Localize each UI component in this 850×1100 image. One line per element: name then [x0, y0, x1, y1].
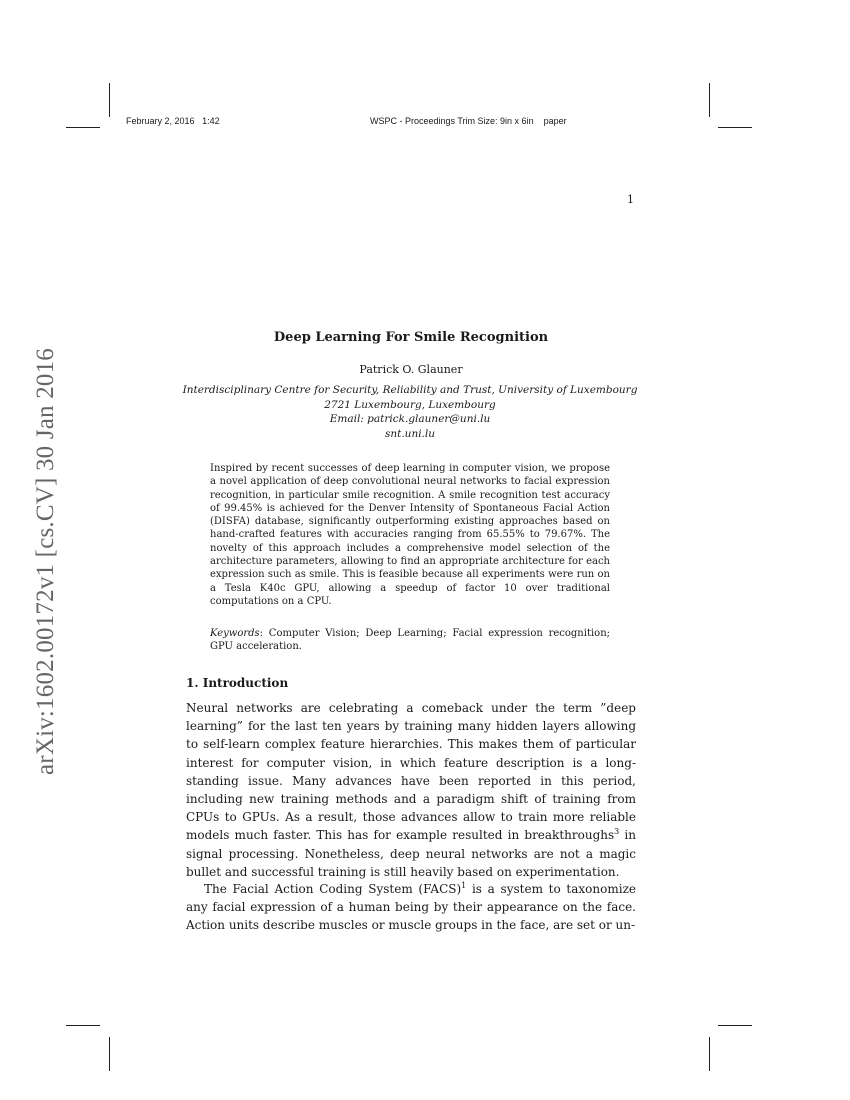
header-doc-type: paper: [543, 116, 567, 126]
affiliation-block: [150, 383, 670, 441]
paper-author: Patrick O. Glauner: [359, 363, 463, 376]
citation-ref: 1: [461, 881, 467, 890]
running-header-date: [121, 106, 220, 126]
crop-mark-bottom-right-h: [718, 1025, 752, 1026]
crop-mark-bottom-left-h: [66, 1025, 100, 1026]
crop-mark-bottom-right-v: [709, 1037, 710, 1071]
crop-mark-bottom-left-v: [109, 1037, 110, 1071]
paragraph-text: Neural networks are celebrating a comeback under the term ”deep learning” for the last ten years by training many hidden layers allowing to self-learn complex feature hierarchies. This makes them of particular interest for computer vision, in which feature description is a long-standing issue. Many advances have been reported in this period, including new training methods and a paradigm shift of training from CPUs to GPUs. As a result, those advances allow to train more reliable models much faster. This has for example resulted in breakthroughs: [186, 701, 636, 843]
citation-ref: 3: [614, 827, 620, 837]
crop-mark-top-left-v: [109, 83, 110, 117]
crop-mark-top-right-h: [718, 127, 752, 128]
body-paragraph: [186, 880, 636, 935]
paragraph-text: is a system to taxonomize any facial expression of a human being by their appearance on the face. Action units describe muscles or muscle groups in the face, are set or un-: [186, 882, 636, 933]
affiliation-email: Email: patrick.glauner@uni.lu: [329, 413, 491, 425]
crop-mark-top-right-v: [709, 83, 710, 117]
body-paragraph: [186, 699, 636, 881]
affiliation-line: Interdisciplinary Centre for Security, Reliability and Trust, University of Luxembourg: [182, 384, 638, 396]
crop-mark-top-left-h: [66, 127, 100, 128]
keywords-list: : Computer Vision; Deep Learning; Facial expression recognition; GPU acceleration.: [210, 628, 610, 653]
abstract: Inspired by recent successes of deep learning in computer vision, we propose a novel application of deep convolutional neural networks to facial expression recognition, in particular smile recognition. A smile recognition test accuracy of 99.45% is achieved for the Denver Intensity of Spontaneous Facial Action (DISFA) database, significantly outperforming existing approaches based on hand-crafted features with accuracies ranging from 65.55% to 79.67%. The novelty of this approach includes a comprehensive model selection of the architecture parameters, allowing to find an appropriate architecture for each expression such as smile. This is feasible because all experiments were run on a Tesla K40c GPU, allowing a speedup of factor 10 over traditional computations on a CPU.: [210, 463, 610, 607]
paragraph-text: The Facial Action Coding System (FACS): [204, 882, 462, 896]
header-date: February 2, 2016: [126, 116, 195, 126]
header-time: 1:42: [202, 116, 220, 126]
keywords: [210, 627, 610, 654]
affiliation-website: snt.uni.lu: [384, 427, 436, 440]
page-number: 1: [627, 193, 634, 206]
paragraph-text: in signal processing. Nonetheless, deep neural networks are not a magic bullet and successful training is still heavily based on experimentation.: [186, 828, 636, 879]
arxiv-stamp: arXiv:1602.00172v1 [cs.CV] 30 Jan 2016: [32, 348, 59, 775]
running-header-venue: [365, 106, 567, 126]
affiliation-line: 2721 Luxembourg, Luxembourg: [324, 398, 496, 411]
keywords-label: Keywords: [210, 628, 260, 639]
paper-title: Deep Learning For Smile Recognition: [273, 330, 549, 345]
section-heading: 1. Introduction: [186, 676, 289, 690]
header-venue: WSPC - Proceedings Trim Size: 9in x 6in: [370, 116, 534, 126]
